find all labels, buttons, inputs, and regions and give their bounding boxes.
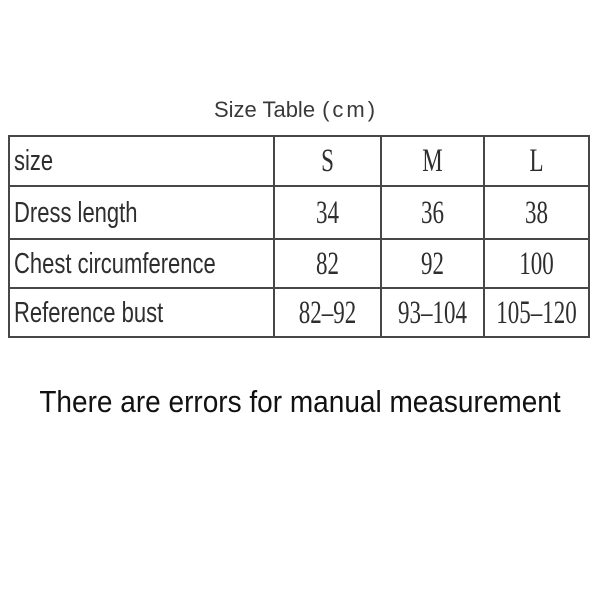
row-label-cell bbox=[9, 239, 274, 288]
size-table-title bbox=[0, 95, 592, 125]
cell-value: 100 bbox=[519, 245, 554, 281]
column-header: L bbox=[529, 142, 544, 179]
row-label: Reference bust bbox=[14, 295, 164, 329]
table-cell bbox=[484, 288, 589, 337]
cell-value: 82–92 bbox=[298, 294, 357, 330]
title-unit-parenthetical bbox=[322, 97, 378, 122]
table-header-row bbox=[9, 136, 589, 186]
cell-value: 82 bbox=[316, 245, 339, 281]
table-cell bbox=[381, 288, 484, 337]
paren-close: ) bbox=[367, 97, 379, 122]
cell-value: 92 bbox=[421, 245, 444, 281]
row-label-cell bbox=[9, 186, 274, 239]
measurement-note bbox=[0, 382, 600, 427]
cell-value: 105–120 bbox=[496, 294, 577, 330]
column-header: S bbox=[321, 142, 334, 179]
row-label: Dress length bbox=[14, 195, 138, 229]
table-cell bbox=[484, 239, 589, 288]
table-cell bbox=[381, 239, 484, 288]
table-cell bbox=[381, 186, 484, 239]
header-label-cell bbox=[9, 136, 274, 186]
row-label: size bbox=[14, 143, 54, 177]
cell-value: 36 bbox=[421, 194, 444, 230]
size-table bbox=[8, 135, 590, 338]
row-label-cell bbox=[9, 288, 274, 337]
table-cell bbox=[274, 288, 381, 337]
paren-open: ( bbox=[322, 97, 333, 122]
table-cell bbox=[274, 239, 381, 288]
row-label: Chest circumference bbox=[14, 246, 216, 280]
table-cell bbox=[274, 186, 381, 239]
table-row-reference-bust bbox=[9, 288, 589, 337]
title-text: Size Table bbox=[213, 97, 316, 122]
size-column-l bbox=[484, 136, 589, 186]
cell-value: 34 bbox=[316, 194, 339, 230]
column-header: M bbox=[422, 142, 443, 179]
measurement-note-text: There are errors for manual measurement bbox=[39, 384, 561, 419]
cell-value: 93–104 bbox=[398, 294, 467, 330]
table-cell bbox=[484, 186, 589, 239]
size-column-s bbox=[274, 136, 381, 186]
table-row-dress-length bbox=[9, 186, 589, 239]
table-row-chest-circumference bbox=[9, 239, 589, 288]
cell-value: 38 bbox=[525, 194, 548, 230]
title-unit: cm bbox=[332, 97, 368, 122]
size-column-m bbox=[381, 136, 484, 186]
